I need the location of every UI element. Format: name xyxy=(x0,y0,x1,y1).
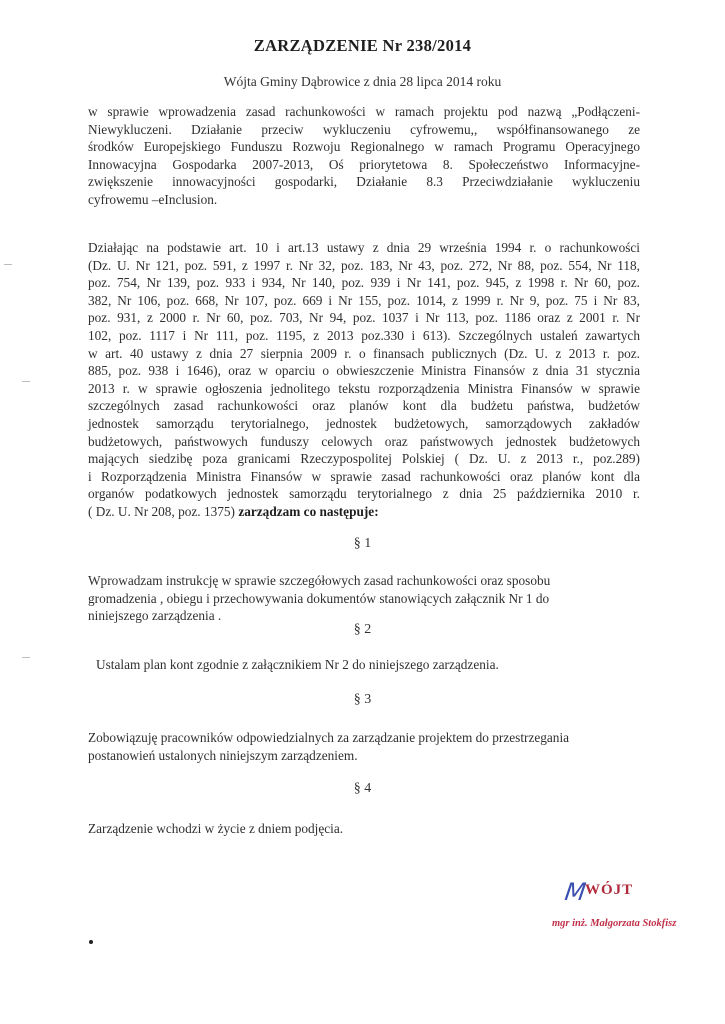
scan-dot xyxy=(89,940,93,944)
section-line: gromadzenia , obiegu i przechowywania dokumentów stanowiących załącznik Nr 1 do xyxy=(88,590,550,606)
preamble-line: Niewykluczeni. Działanie przeciw wykluczeniu cyfrowemu,, współfinansowanego ze xyxy=(88,121,640,137)
legal-basis-paragraph xyxy=(88,239,640,521)
basis-line: organów podatkowych jednostek samorządu terytorialnego z dnia 25 października 2010 r. xyxy=(88,486,640,502)
basis-line: poz. 931, z 2000 r. Nr 60, poz. 703, Nr 94, poz. 1037 i Nr 113, poz. 1186 oraz z 2001 r. Nr xyxy=(88,310,640,326)
section-3-text xyxy=(88,729,640,764)
basis-line: 885, poz. 938 i 1646), oraz w oparciu o obwieszczenie Ministra Finansów z dnia 31 stycznia xyxy=(88,363,640,379)
section-3-mark: § 3 xyxy=(353,692,372,707)
section-line: postanowień ustalonych niniejszym zarządzeniem. xyxy=(88,747,358,763)
scan-mark xyxy=(4,264,12,265)
preamble-line: w sprawie wprowadzenia zasad rachunkowości w ramach projektu pod nazwą „Podłączeni- xyxy=(88,104,640,119)
basis-line: mających siedzibę poza granicami Rzeczypospolitej Polskiej ( Dz. U. z 2013 r., poz.289) xyxy=(88,451,640,467)
document-title: ZARZĄDZENIE Nr 238/2014 xyxy=(253,36,472,55)
basis-line: 382, Nr 106, poz. 668, Nr 107, poz. 669 i Nr 155, poz. 1014, z 1999 r. Nr 9, poz. 75 i Nr 83, xyxy=(88,292,640,308)
section-4-mark: § 4 xyxy=(353,781,372,796)
signatory-name: mgr inż. Małgorzata Stokfisz xyxy=(552,918,677,929)
scan-mark xyxy=(22,381,30,382)
handwritten-signature: M xyxy=(563,878,588,906)
section-line: Zobowiązuję pracowników odpowiedzialnych za zarządzanie projektem do przestrzegania xyxy=(88,730,570,745)
section-1-mark: § 1 xyxy=(353,536,372,551)
basis-line: (Dz. U. Nr 121, poz. 591, z 1997 r. Nr 32, poz. 183, Nr 43, poz. 272, Nr 88, poz. 554, Nr 118, xyxy=(88,257,640,273)
section-1-text xyxy=(88,572,640,625)
section-line: niniejszego zarządzenia . xyxy=(88,608,222,624)
section-2-mark: § 2 xyxy=(353,622,372,637)
basis-line: szczególnych zasad rachunkowości oraz planów kont dla budżetu państwa, budżetów xyxy=(88,398,640,414)
section-line: Wprowadzam instrukcję w sprawie szczegółowych zasad rachunkowości oraz sposobu xyxy=(88,573,551,588)
basis-line: i Rozporządzenia Ministra Finansów w sprawie zasad rachunkowości oraz planów kont dla xyxy=(88,468,640,484)
preamble-line: środków Europejskiego Funduszu Rozwoju Regionalnego w ramach Programu Operacyjnego xyxy=(88,139,640,155)
basis-line: Działając na podstawie art. 10 i art.13 ustawy z dnia 29 września 1994 r. o rachunkowości xyxy=(88,240,640,255)
basis-line-final xyxy=(88,503,640,521)
preamble-line: cyfrowemu –eInclusion. xyxy=(88,191,218,207)
decree-formula: zarządzam co następuje: xyxy=(238,503,379,519)
section-line: Ustalam plan kont zgodnie z załącznikiem Nr 2 do niniejszego zarządzenia. xyxy=(96,657,499,672)
basis-line: 2013 r. w sprawie ogłoszenia jednolitego tekstu rozporządzenia Ministra Finansów w sprawie xyxy=(88,380,640,396)
basis-line: w art. 40 ustawy z dnia 27 sierpnia 2009 r. o finansach publicznych (Dz. U. z 2013 r. poz. xyxy=(88,345,640,361)
scan-mark xyxy=(22,657,30,658)
preamble-line: zwiększenie innowacyjności gospodarki, Działanie 8.3 Przeciwdziałanie wykluczeniu xyxy=(88,174,640,190)
document-subtitle: Wójta Gminy Dąbrowice z dnia 28 lipca 2014 roku xyxy=(223,74,502,89)
basis-line: jednostek samorządu terytorialnego, jednostek budżetowych, samorządowych zakładów xyxy=(88,415,640,431)
basis-line: budżetowych, państwowych funduszy celowych oraz państwowych jednostek budżetowych xyxy=(88,433,640,449)
section-line: Zarządzenie wchodzi w życie z dniem podjęcia. xyxy=(88,821,344,836)
preamble-line: Innowacyjna Gospodarka 2007-2013, Oś priorytetowa 8. Społeczeństwo Informacyjne- xyxy=(88,156,640,172)
preamble-paragraph xyxy=(88,103,640,209)
basis-line: 102, poz. 1117 i Nr 111, poz. 1195, z 2013 poz.330 i 613). Szczególnych ustaleń zawartych xyxy=(88,327,640,343)
basis-line: poz. 754, Nr 139, poz. 933 i 934, Nr 140, poz. 939 i Nr 141, poz. 945, z 1998 r. Nr 60, poz. xyxy=(88,275,640,291)
section-4-text xyxy=(88,820,640,838)
official-stamp: WÓJT xyxy=(585,882,634,898)
section-2-text xyxy=(96,656,648,674)
basis-citation: ( Dz. U. Nr 208, poz. 1375) xyxy=(88,503,239,519)
